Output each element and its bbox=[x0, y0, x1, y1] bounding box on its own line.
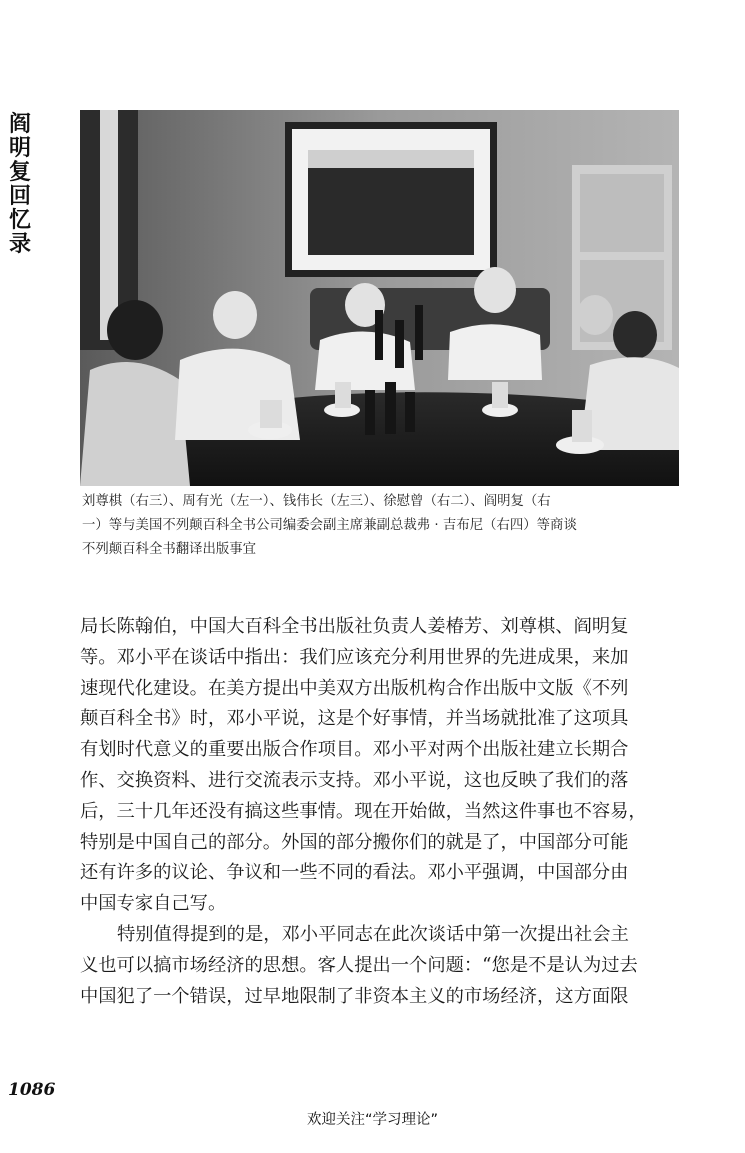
body-line: 还有许多的议论、争议和一些不同的看法。邓小平强调，中国部分由 bbox=[80, 862, 629, 884]
caption-line: 一）等与美国不列颠百科全书公司编委会副主席兼副总裁弗 · 吉布尼（右四）等商谈 bbox=[82, 518, 577, 533]
book-title-char: 录 bbox=[8, 231, 31, 257]
body-line: 作、交换资料、进行交流表示支持。邓小平说，这也反映了我们的落 bbox=[80, 769, 629, 791]
body-line: 等。邓小平在谈话中指出：我们应该充分利用世界的先进成果，来加 bbox=[80, 646, 629, 668]
body-line: 颠百科全书》时，邓小平说，这是个好事情，并当场就批准了这项具 bbox=[80, 708, 629, 730]
book-title-vertical bbox=[6, 112, 34, 256]
body-line: 特别值得提到的是，邓小平同志在此次谈话中第一次提出社会主 bbox=[117, 923, 629, 945]
footer-note: 欢迎关注“学习理论” bbox=[306, 1112, 439, 1128]
body-line: 后，三十几年还没有搞这些事情。现在开始做，当然这件事也不容易， bbox=[80, 800, 647, 822]
book-title-char: 阎 bbox=[8, 111, 31, 137]
page-number: 1086 bbox=[8, 1080, 56, 1100]
body-line: 局长陈翰伯，中国大百科全书出版社负责人姜椿芳、刘尊棋、阎明复 bbox=[80, 616, 629, 637]
body-line: 中国专家自己写。 bbox=[80, 893, 227, 915]
caption-line: 刘尊棋（右三）、周有光（左一）、钱伟长（左三）、徐慰曾（右二）、阎明复（右 bbox=[82, 494, 551, 509]
body-text bbox=[80, 612, 690, 1012]
body-line: 特别是中国自己的部分。外国的部分搬你们的就是了，中国部分可能 bbox=[80, 831, 629, 853]
caption-line: 不列颠百科全书翻译出版事宜 bbox=[82, 542, 257, 557]
photo-caption bbox=[82, 490, 687, 562]
body-line: 中国犯了一个错误，过早地限制了非资本主义的市场经济，这方面限 bbox=[80, 985, 629, 1007]
body-line: 有划时代意义的重要出版合作项目。邓小平对两个出版社建立长期合 bbox=[80, 739, 629, 761]
book-title-char: 复 bbox=[8, 159, 31, 185]
book-title-char: 明 bbox=[8, 135, 31, 161]
meeting-photo bbox=[80, 110, 679, 486]
body-line: 速现代化建设。在美方提出中美双方出版机构合作出版中文版《不列 bbox=[80, 677, 629, 699]
book-title-char: 回 bbox=[8, 183, 31, 209]
body-line: 义也可以搞市场经济的思想。客人提出一个问题：“您是不是认为过去 bbox=[80, 954, 638, 976]
book-title-char: 忆 bbox=[8, 207, 31, 233]
meeting-photo-drawing bbox=[80, 110, 679, 486]
